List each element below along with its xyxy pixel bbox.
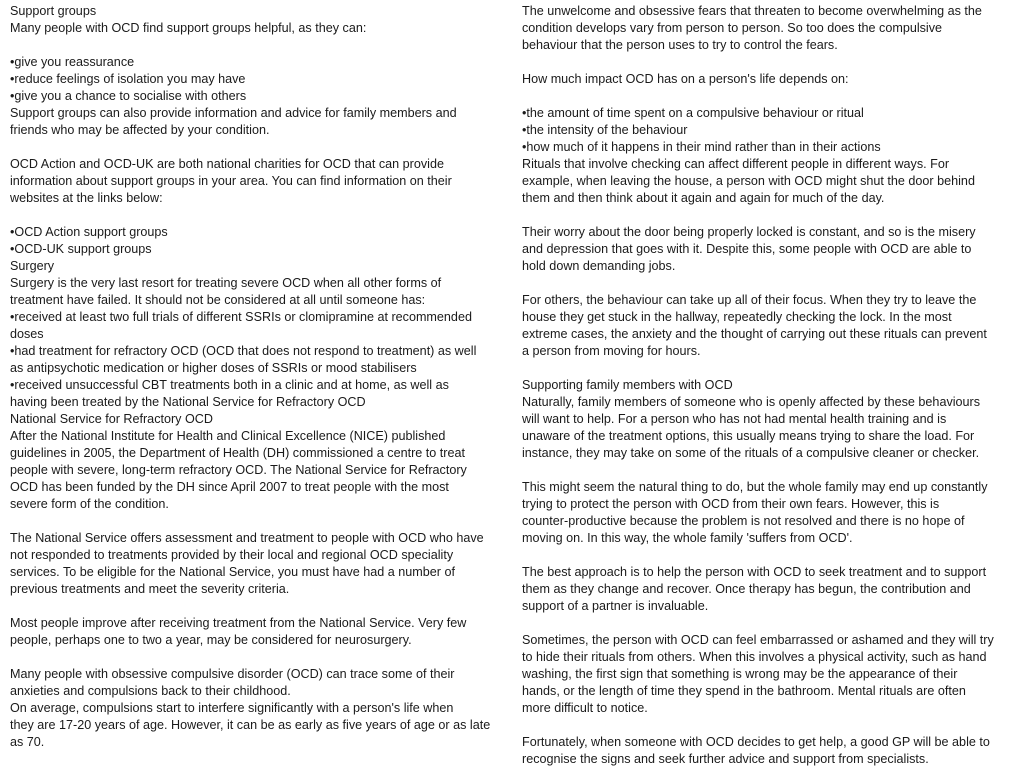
text-line: [522, 615, 1014, 632]
text-line: hands, or the length of time they spend in the bathroom. Mental rituals are often: [522, 684, 966, 698]
text-line: Rituals that involve checking can affect different people in different ways. For: [522, 157, 950, 171]
text-line: severe form of the condition.: [10, 497, 169, 511]
text-line: a person from moving for hours.: [522, 344, 701, 358]
text-line: •OCD Action support groups: [10, 225, 168, 239]
text-line: more difficult to notice.: [522, 701, 648, 715]
text-line: Surgery: [10, 259, 55, 273]
text-line: will want to help. For a person who has not had mental health training and is: [522, 412, 947, 426]
text-line: Support groups can also provide information and advice for family members and: [10, 106, 457, 120]
text-line: [10, 37, 508, 54]
left-text-column: [10, 3, 508, 751]
text-line: [10, 598, 508, 615]
text-line: having been treated by the National Service for Refractory OCD: [10, 395, 366, 409]
text-line: [10, 139, 508, 156]
text-line: [522, 547, 1014, 564]
text-line: unaware of the treatment options, this usually means trying to share the load. For: [522, 429, 975, 443]
text-line: doses: [10, 327, 44, 341]
text-line: previous treatments and meet the severity criteria.: [10, 582, 290, 596]
text-line: For others, the behaviour can take up all of their focus. When they try to leave the: [522, 293, 977, 307]
text-line: •give you a chance to socialise with others: [10, 89, 247, 103]
text-line: people with severe, long-term refractory OCD. The National Service for Refractory: [10, 463, 467, 477]
text-line: [522, 88, 1014, 105]
text-line: not responded to treatments provided by their local and regional OCD speciality: [10, 548, 454, 562]
text-line: as antipsychotic medication or higher doses of SSRIs or mood stabilisers: [10, 361, 417, 375]
text-line: Support groups: [10, 4, 97, 18]
text-line: moving on. In this way, the whole family 'suffers from OCD'.: [522, 531, 853, 545]
text-line: •OCD-UK support groups: [10, 242, 152, 256]
text-line: house they get stuck in the hallway, repeatedly checking the lock. In the most: [522, 310, 952, 324]
text-line: Most people improve after receiving treatment from the National Service. Very few: [10, 616, 467, 630]
text-line: them as they change and recover. Once therapy has begun, the contribution and: [522, 582, 971, 596]
text-line: [522, 207, 1014, 224]
text-line: Surgery is the very last resort for treating severe OCD when all other forms of: [10, 276, 442, 290]
text-line: them and then think about it again and again for much of the day.: [522, 191, 885, 205]
text-line: as 70.: [10, 735, 45, 749]
text-line: Fortunately, when someone with OCD decides to get help, a good GP will be able to: [522, 735, 990, 749]
text-line: •reduce feelings of isolation you may have: [10, 72, 246, 86]
text-line: This might seem the natural thing to do, but the whole family may end up constantly: [522, 480, 988, 494]
text-line: recognise the signs and seek further advice and support from specialists.: [522, 752, 929, 766]
text-line: OCD Action and OCD-UK are both national charities for OCD that can provide: [10, 157, 444, 171]
text-line: [10, 513, 508, 530]
text-line: condition develops vary from person to person. So too does the compulsive: [522, 21, 943, 35]
text-line: [10, 649, 508, 666]
text-line: treatment have failed. It should not be considered at all until someone has:: [10, 293, 426, 307]
text-line: behaviour that the person uses to try to control the fears.: [522, 38, 838, 52]
text-line: people, perhaps one to two a year, may be considered for neurosurgery.: [10, 633, 412, 647]
text-line: services. To be eligible for the National Service, you must have had a number of: [10, 565, 455, 579]
text-line: they are 17-20 years of age. However, it can be as early as five years of age or as late: [10, 718, 491, 732]
text-line: [522, 462, 1014, 479]
text-line: The National Service offers assessment and treatment to people with OCD who have: [10, 531, 484, 545]
text-line: and depression that goes with it. Despite this, some people with OCD are able to: [522, 242, 972, 256]
text-line: How much impact OCD has on a person's life depends on:: [522, 72, 849, 86]
text-line: •the amount of time spent on a compulsive behaviour or ritual: [522, 106, 864, 120]
text-line: counter-productive because the problem is not resolved and there is no hope of: [522, 514, 965, 528]
text-line: •received at least two full trials of different SSRIs or clomipramine at recommended: [10, 310, 472, 324]
text-line: After the National Institute for Health and Clinical Excellence (NICE) published: [10, 429, 446, 443]
text-line: •give you reassurance: [10, 55, 135, 69]
text-line: •how much of it happens in their mind rather than in their actions: [522, 140, 881, 154]
text-line: guidelines in 2005, the Department of Health (DH) commissioned a centre to treat: [10, 446, 466, 460]
right-text-column: [522, 3, 1014, 768]
text-line: extreme cases, the anxiety and the thought of carrying out these rituals can prevent: [522, 327, 987, 341]
text-line: •the intensity of the behaviour: [522, 123, 688, 137]
text-line: Supporting family members with OCD: [522, 378, 733, 392]
text-line: Naturally, family members of someone who is openly affected by these behaviours: [522, 395, 981, 409]
text-line: Many people with obsessive compulsive disorder (OCD) can trace some of their: [10, 667, 455, 681]
text-line: Many people with OCD find support groups helpful, as they can:: [10, 21, 367, 35]
text-line: The unwelcome and obsessive fears that threaten to become overwhelming as the: [522, 4, 982, 18]
text-line: instance, they may take on some of the rituals of a compulsive cleaner or checker.: [522, 446, 980, 460]
text-line: National Service for Refractory OCD: [10, 412, 213, 426]
text-line: [522, 275, 1014, 292]
text-line: Sometimes, the person with OCD can feel embarrassed or ashamed and they will try: [522, 633, 994, 647]
text-line: support of a partner is invaluable.: [522, 599, 709, 613]
text-line: •received unsuccessful CBT treatments both in a clinic and at home, as well as: [10, 378, 449, 392]
text-line: hold down demanding jobs.: [522, 259, 676, 273]
text-line: The best approach is to help the person with OCD to seek treatment and to support: [522, 565, 987, 579]
text-line: [10, 207, 508, 224]
text-line: washing, the first sign that something is wrong may be the appearance of their: [522, 667, 958, 681]
text-line: information about support groups in your area. You can find information on their: [10, 174, 452, 188]
text-line: [522, 360, 1014, 377]
text-line: example, when leaving the house, a person with OCD might shut the door behind: [522, 174, 975, 188]
text-line: On average, compulsions start to interfere significantly with a person's life when: [10, 701, 454, 715]
text-line: websites at the links below:: [10, 191, 163, 205]
text-line: [522, 717, 1014, 734]
text-line: •had treatment for refractory OCD (OCD that does not respond to treatment) as well: [10, 344, 477, 358]
text-line: [522, 54, 1014, 71]
text-line: OCD has been funded by the DH since April 2007 to treat people with the most: [10, 480, 449, 494]
text-line: trying to protect the person with OCD from their own fears. However, this is: [522, 497, 940, 511]
text-line: Their worry about the door being properly locked is constant, and so is the misery: [522, 225, 976, 239]
text-line: friends who may be affected by your condition.: [10, 123, 270, 137]
text-line: to hide their rituals from others. When this involves a physical activity, such as hand: [522, 650, 987, 664]
text-line: anxieties and compulsions back to their childhood.: [10, 684, 291, 698]
